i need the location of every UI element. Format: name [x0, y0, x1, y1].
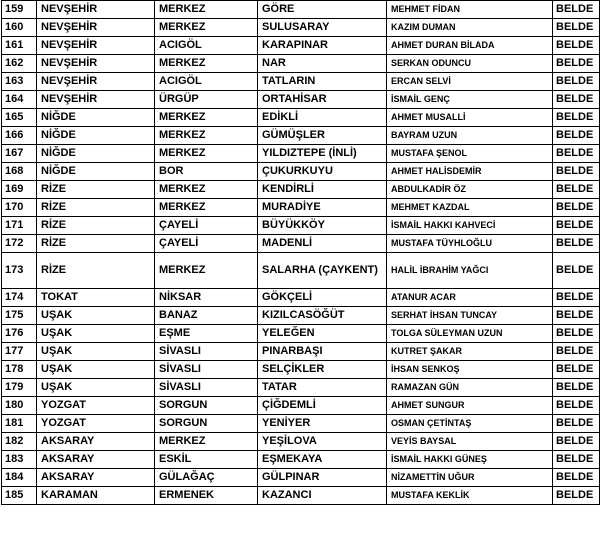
province-cell: NİĞDE — [37, 145, 155, 163]
type-cell: BELDE — [553, 145, 600, 163]
row-number-cell: 180 — [2, 397, 37, 415]
mayor-name-cell: KUTRET ŞAKAR — [387, 343, 553, 361]
table-row — [2, 37, 600, 55]
table-row — [2, 361, 600, 379]
type-cell: BELDE — [553, 451, 600, 469]
table-row — [2, 451, 600, 469]
table-row — [2, 415, 600, 433]
row-number-cell: 179 — [2, 379, 37, 397]
province-cell: NEVŞEHİR — [37, 55, 155, 73]
row-number-cell: 178 — [2, 361, 37, 379]
type-cell: BELDE — [553, 37, 600, 55]
mayor-name-cell: ATANUR ACAR — [387, 289, 553, 307]
belde-cell: EDİKLİ — [258, 109, 387, 127]
type-cell: BELDE — [553, 325, 600, 343]
belde-cell: SELÇİKLER — [258, 361, 387, 379]
type-cell: BELDE — [553, 163, 600, 181]
table-row — [2, 469, 600, 487]
table-row — [2, 433, 600, 451]
province-cell: NEVŞEHİR — [37, 73, 155, 91]
belde-cell: MURADİYE — [258, 199, 387, 217]
province-cell: UŞAK — [37, 379, 155, 397]
mayor-name-cell: OSMAN ÇETİNTAŞ — [387, 415, 553, 433]
table-row — [2, 91, 600, 109]
district-cell: GÜLAĞAÇ — [155, 469, 258, 487]
belde-cell: KIZILCASÖĞÜT — [258, 307, 387, 325]
row-number-cell: 174 — [2, 289, 37, 307]
district-cell: SİVASLI — [155, 379, 258, 397]
row-number-cell: 166 — [2, 127, 37, 145]
mayor-name-cell: ABDULKADİR ÖZ — [387, 181, 553, 199]
province-cell: AKSARAY — [37, 433, 155, 451]
mayor-name-cell: SERHAT İHSAN TUNCAY — [387, 307, 553, 325]
province-cell: NİĞDE — [37, 127, 155, 145]
district-cell: NİKSAR — [155, 289, 258, 307]
district-cell: MERKEZ — [155, 127, 258, 145]
table-row — [2, 73, 600, 91]
row-number-cell: 163 — [2, 73, 37, 91]
province-cell: NEVŞEHİR — [37, 91, 155, 109]
table-row — [2, 487, 600, 505]
mayor-name-cell: TOLGA SÜLEYMAN UZUN — [387, 325, 553, 343]
province-cell: UŞAK — [37, 307, 155, 325]
belde-cell: NAR — [258, 55, 387, 73]
mayor-name-cell: VEYİS BAYSAL — [387, 433, 553, 451]
row-number-cell: 173 — [2, 253, 37, 289]
province-cell: RİZE — [37, 181, 155, 199]
type-cell: BELDE — [553, 361, 600, 379]
belde-cell: GÜMÜŞLER — [258, 127, 387, 145]
district-cell: MERKEZ — [155, 181, 258, 199]
table-row — [2, 181, 600, 199]
district-cell: MERKEZ — [155, 199, 258, 217]
mayor-name-cell: AHMET SUNGUR — [387, 397, 553, 415]
belde-cell: MADENLİ — [258, 235, 387, 253]
belde-cell: YEŞİLOVA — [258, 433, 387, 451]
province-cell: YOZGAT — [37, 397, 155, 415]
row-number-cell: 159 — [2, 1, 37, 19]
province-cell: YOZGAT — [37, 415, 155, 433]
mayor-name-cell: İHSAN SENKOŞ — [387, 361, 553, 379]
district-cell: BANAZ — [155, 307, 258, 325]
type-cell: BELDE — [553, 55, 600, 73]
row-number-cell: 170 — [2, 199, 37, 217]
province-cell: RİZE — [37, 253, 155, 289]
type-cell: BELDE — [553, 343, 600, 361]
table-row — [2, 145, 600, 163]
mayor-name-cell: İSMAİL GENÇ — [387, 91, 553, 109]
type-cell: BELDE — [553, 73, 600, 91]
district-cell: SİVASLI — [155, 343, 258, 361]
type-cell: BELDE — [553, 379, 600, 397]
row-number-cell: 177 — [2, 343, 37, 361]
row-number-cell: 183 — [2, 451, 37, 469]
row-number-cell: 182 — [2, 433, 37, 451]
district-cell: MERKEZ — [155, 253, 258, 289]
province-cell: KARAMAN — [37, 487, 155, 505]
province-cell: AKSARAY — [37, 451, 155, 469]
province-cell: TOKAT — [37, 289, 155, 307]
row-number-cell: 161 — [2, 37, 37, 55]
type-cell: BELDE — [553, 19, 600, 37]
district-cell: MERKEZ — [155, 1, 258, 19]
table-row — [2, 109, 600, 127]
row-number-cell: 164 — [2, 91, 37, 109]
table-row — [2, 397, 600, 415]
table-row — [2, 1, 600, 19]
table-row — [2, 55, 600, 73]
type-cell: BELDE — [553, 397, 600, 415]
row-number-cell: 168 — [2, 163, 37, 181]
row-number-cell: 160 — [2, 19, 37, 37]
district-cell: SİVASLI — [155, 361, 258, 379]
province-cell: NEVŞEHİR — [37, 19, 155, 37]
type-cell: BELDE — [553, 307, 600, 325]
row-number-cell: 167 — [2, 145, 37, 163]
district-cell: ÇAYELİ — [155, 235, 258, 253]
type-cell: BELDE — [553, 181, 600, 199]
mayor-name-cell: MUSTAFA TÜYHLOĞLU — [387, 235, 553, 253]
belde-cell: ORTAHİSAR — [258, 91, 387, 109]
mayor-name-cell: HALİL İBRAHİM YAĞCI — [387, 253, 553, 289]
district-cell: BOR — [155, 163, 258, 181]
mayor-name-cell: BAYRAM UZUN — [387, 127, 553, 145]
table-row — [2, 217, 600, 235]
belde-cell: ÇUKURKUYU — [258, 163, 387, 181]
table-row — [2, 199, 600, 217]
type-cell: BELDE — [553, 253, 600, 289]
mayor-list-table — [1, 0, 600, 505]
province-cell: UŞAK — [37, 343, 155, 361]
row-number-cell: 171 — [2, 217, 37, 235]
row-number-cell: 172 — [2, 235, 37, 253]
table-row — [2, 307, 600, 325]
type-cell: BELDE — [553, 289, 600, 307]
mayor-name-cell: MEHMET KAZDAL — [387, 199, 553, 217]
belde-cell: SALARHA (ÇAYKENT) — [258, 253, 387, 289]
belde-cell: YILDIZTEPE (İNLİ) — [258, 145, 387, 163]
type-cell: BELDE — [553, 109, 600, 127]
table-row — [2, 289, 600, 307]
table-row — [2, 19, 600, 37]
type-cell: BELDE — [553, 217, 600, 235]
province-cell: RİZE — [37, 217, 155, 235]
table-row — [2, 235, 600, 253]
mayor-name-cell: SERKAN ODUNCU — [387, 55, 553, 73]
district-cell: MERKEZ — [155, 145, 258, 163]
type-cell: BELDE — [553, 433, 600, 451]
district-cell: ESKİL — [155, 451, 258, 469]
province-cell: UŞAK — [37, 325, 155, 343]
belde-cell: BÜYÜKKÖY — [258, 217, 387, 235]
table-row — [2, 127, 600, 145]
province-cell: NİĞDE — [37, 109, 155, 127]
province-cell: NEVŞEHİR — [37, 37, 155, 55]
district-cell: SORGUN — [155, 415, 258, 433]
row-number-cell: 181 — [2, 415, 37, 433]
row-number-cell: 175 — [2, 307, 37, 325]
type-cell: BELDE — [553, 487, 600, 505]
row-number-cell: 165 — [2, 109, 37, 127]
type-cell: BELDE — [553, 199, 600, 217]
table-row — [2, 343, 600, 361]
belde-cell: TATAR — [258, 379, 387, 397]
type-cell: BELDE — [553, 1, 600, 19]
type-cell: BELDE — [553, 415, 600, 433]
table-row — [2, 325, 600, 343]
province-cell: UŞAK — [37, 361, 155, 379]
type-cell: BELDE — [553, 91, 600, 109]
table-body — [2, 1, 600, 505]
table-row — [2, 253, 600, 289]
province-cell: RİZE — [37, 199, 155, 217]
belde-cell: TATLARIN — [258, 73, 387, 91]
district-cell: SORGUN — [155, 397, 258, 415]
district-cell: EŞME — [155, 325, 258, 343]
district-cell: ACIGÖL — [155, 37, 258, 55]
mayor-name-cell: ERCAN SELVİ — [387, 73, 553, 91]
belde-cell: GÜLPINAR — [258, 469, 387, 487]
mayor-name-cell: AHMET HALİSDEMİR — [387, 163, 553, 181]
mayor-name-cell: İSMAİL HAKKI KAHVECİ — [387, 217, 553, 235]
province-cell: AKSARAY — [37, 469, 155, 487]
mayor-name-cell: MEHMET FİDAN — [387, 1, 553, 19]
mayor-name-cell: RAMAZAN GÜN — [387, 379, 553, 397]
district-cell: ÇAYELİ — [155, 217, 258, 235]
mayor-name-cell: MUSTAFA KEKLİK — [387, 487, 553, 505]
type-cell: BELDE — [553, 469, 600, 487]
district-cell: ÜRGÜP — [155, 91, 258, 109]
mayor-name-cell: AHMET DURAN BİLADA — [387, 37, 553, 55]
belde-cell: YELEĞEN — [258, 325, 387, 343]
belde-cell: YENİYER — [258, 415, 387, 433]
row-number-cell: 162 — [2, 55, 37, 73]
district-cell: MERKEZ — [155, 19, 258, 37]
belde-cell: GÖKÇELİ — [258, 289, 387, 307]
belde-cell: PINARBAŞI — [258, 343, 387, 361]
mayor-name-cell: KAZIM DUMAN — [387, 19, 553, 37]
table-row — [2, 379, 600, 397]
district-cell: MERKEZ — [155, 109, 258, 127]
belde-cell: KAZANCI — [258, 487, 387, 505]
district-cell: MERKEZ — [155, 433, 258, 451]
province-cell: NİĞDE — [37, 163, 155, 181]
district-cell: ACIGÖL — [155, 73, 258, 91]
province-cell: RİZE — [37, 235, 155, 253]
mayor-name-cell: AHMET MUSALLİ — [387, 109, 553, 127]
row-number-cell: 169 — [2, 181, 37, 199]
district-cell: ERMENEK — [155, 487, 258, 505]
district-cell: MERKEZ — [155, 55, 258, 73]
type-cell: BELDE — [553, 127, 600, 145]
belde-cell: KARAPINAR — [258, 37, 387, 55]
row-number-cell: 176 — [2, 325, 37, 343]
mayor-name-cell: İSMAİL HAKKI GÜNEŞ — [387, 451, 553, 469]
mayor-name-cell: MUSTAFA ŞENOL — [387, 145, 553, 163]
belde-cell: KENDİRLİ — [258, 181, 387, 199]
belde-cell: SULUSARAY — [258, 19, 387, 37]
row-number-cell: 184 — [2, 469, 37, 487]
belde-cell: EŞMEKAYA — [258, 451, 387, 469]
belde-cell: GÖRE — [258, 1, 387, 19]
belde-cell: ÇİĞDEMLİ — [258, 397, 387, 415]
mayor-name-cell: NİZAMETTİN UĞUR — [387, 469, 553, 487]
table-row — [2, 163, 600, 181]
type-cell: BELDE — [553, 235, 600, 253]
row-number-cell: 185 — [2, 487, 37, 505]
province-cell: NEVŞEHİR — [37, 1, 155, 19]
